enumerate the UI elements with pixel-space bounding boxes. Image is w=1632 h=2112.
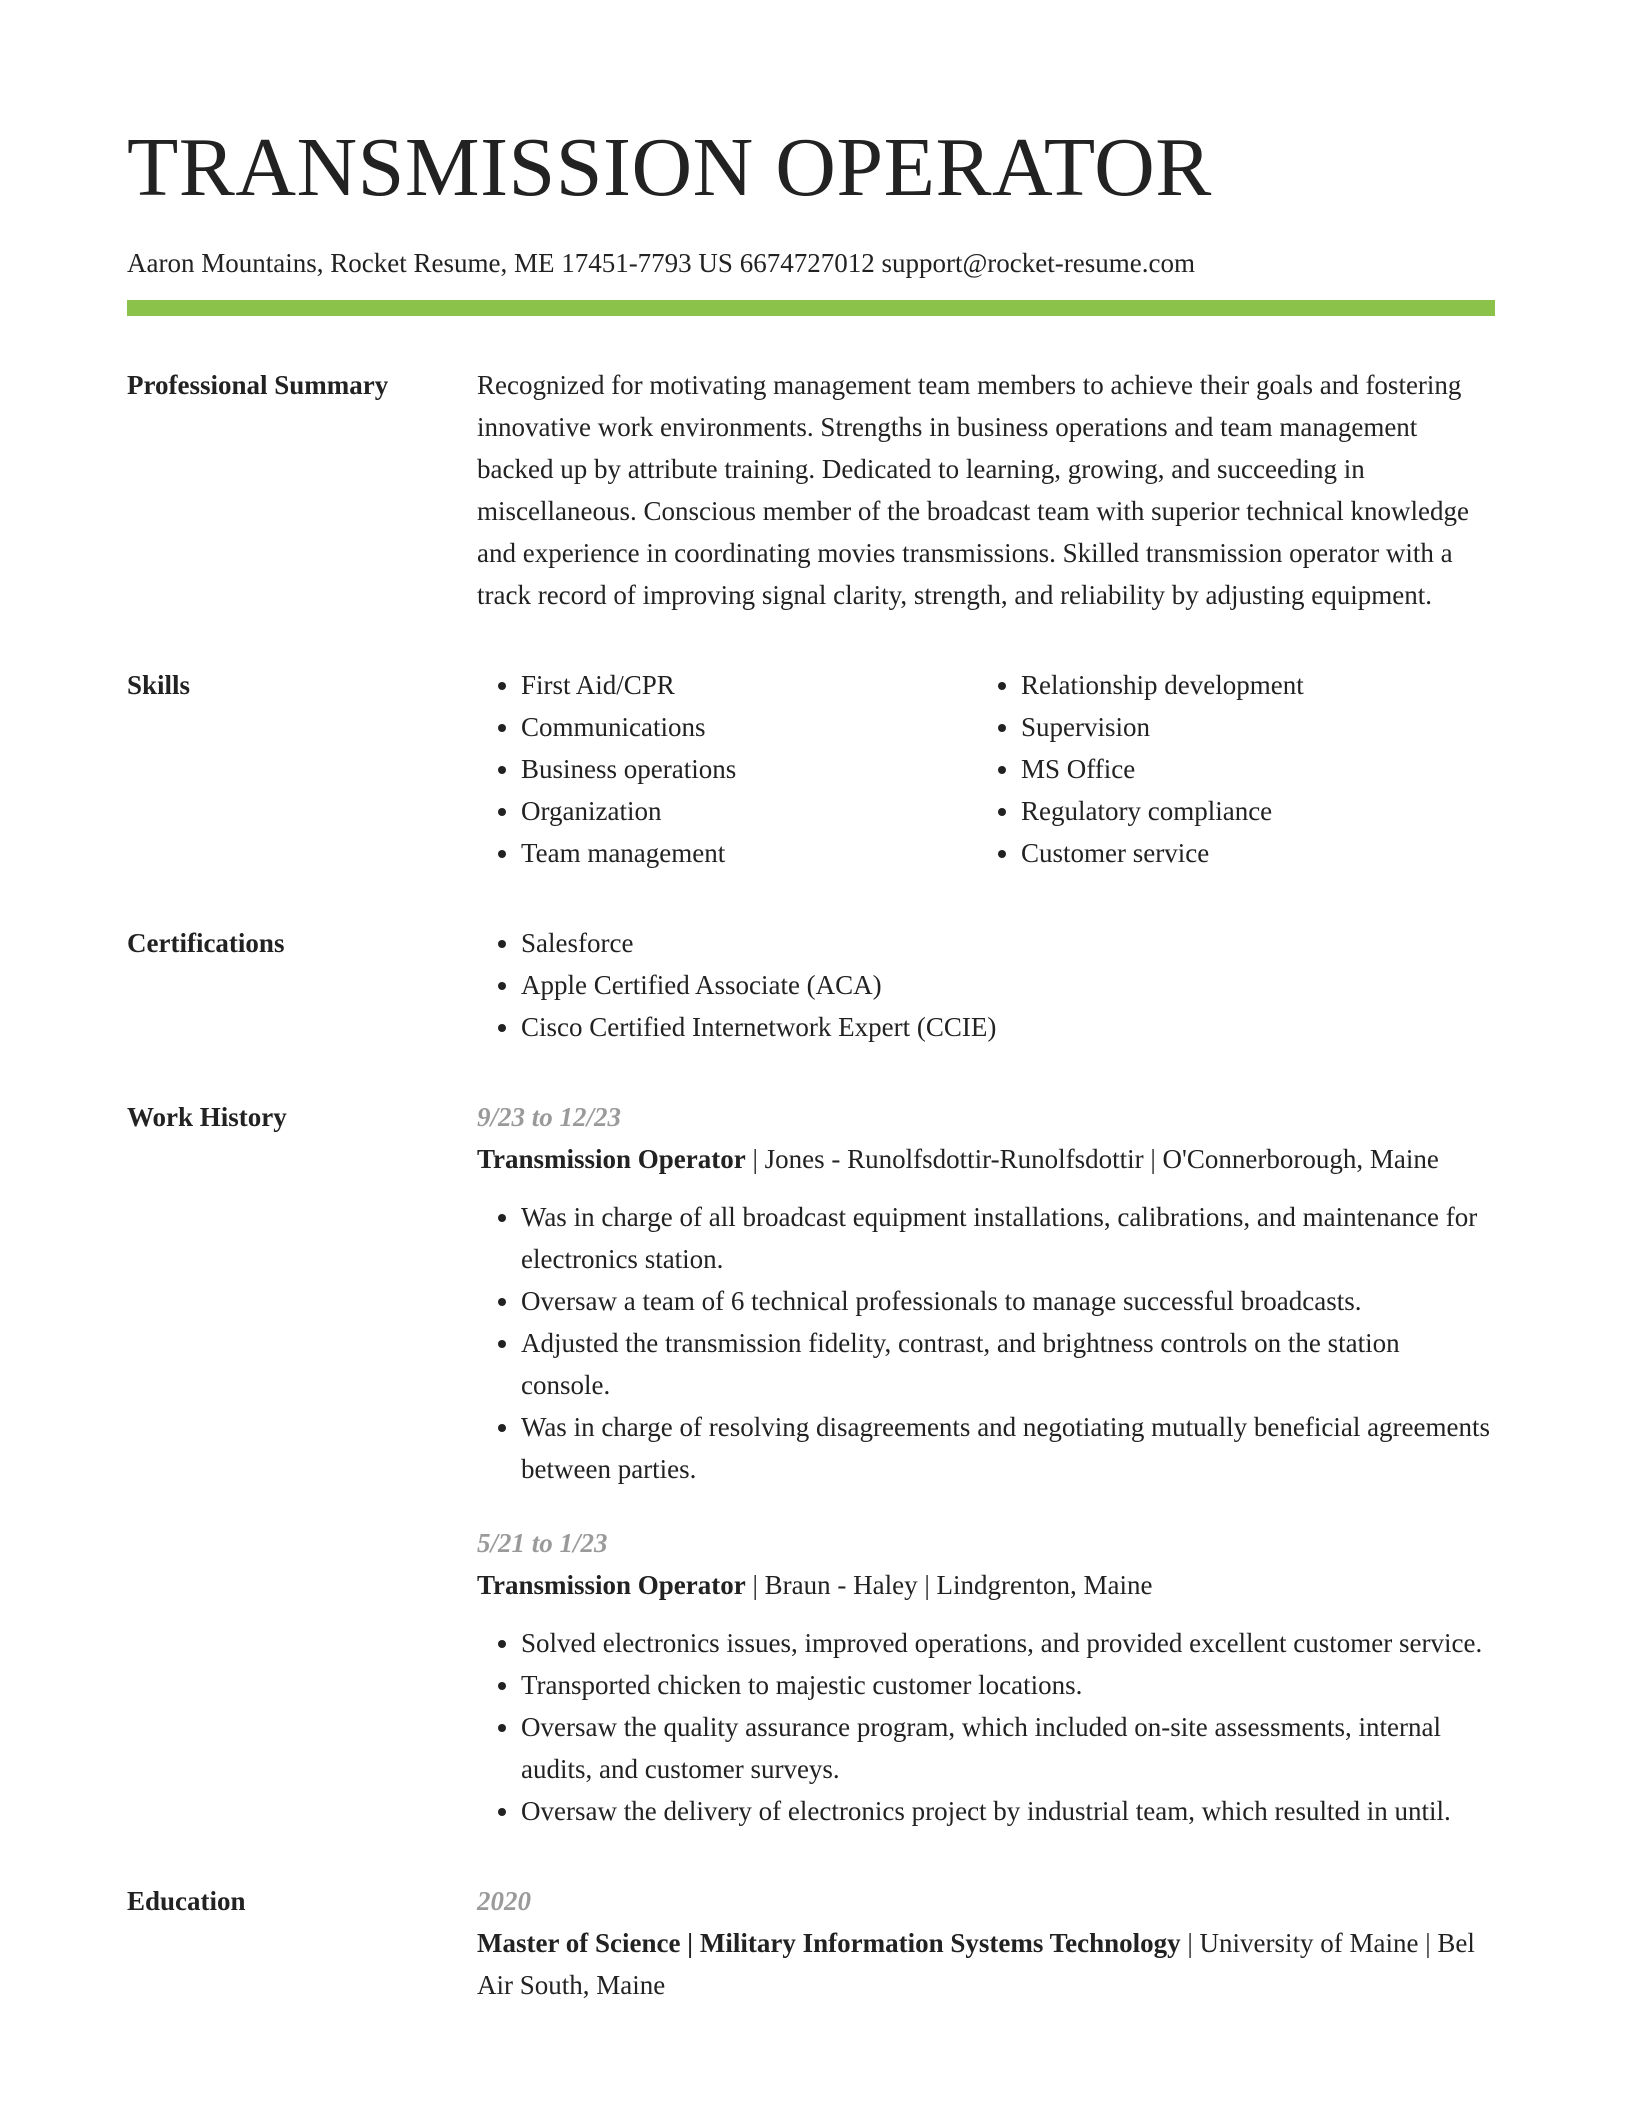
- skill-item: • Organization: [521, 790, 977, 832]
- resume-title: TRANSMISSION OPERATOR: [127, 121, 1212, 214]
- skills-column-left: [477, 664, 977, 874]
- certification-item: • Cisco Certified Internetwork Expert (CCIE): [521, 1006, 1495, 1048]
- certification-item: • Salesforce: [521, 922, 1495, 964]
- job-bullet-list: [477, 1622, 1495, 1832]
- certifications-body: [477, 922, 1495, 1048]
- section-label-education: Education: [127, 1886, 246, 1916]
- skill-item: • Supervision: [1021, 706, 1477, 748]
- skill-item: • Regulatory compliance: [1021, 790, 1477, 832]
- job-employer-location: | Jones - Runolfsdottir-Runolfsdottir | O'Connerborough, Maine: [745, 1144, 1439, 1174]
- summary-body: [477, 364, 1495, 616]
- work-history-body: [477, 1096, 1495, 1832]
- skills-list-left: [477, 664, 977, 874]
- job-bullet: • Was in charge of resolving disagreements and negotiating mutually beneficial agreements between parties.: [521, 1406, 1495, 1490]
- education-body: [477, 1880, 1495, 2006]
- job-entry: [477, 1096, 1495, 1490]
- section-label-certifications: Certifications: [127, 928, 285, 958]
- summary-section: [127, 364, 1495, 616]
- job-bullet: • Was in charge of all broadcast equipment installations, calibrations, and maintenance for electronics station.: [521, 1196, 1495, 1280]
- skill-item: • Customer service: [1021, 832, 1477, 874]
- section-label-skills: Skills: [127, 670, 191, 700]
- skill-item: • Business operations: [521, 748, 977, 790]
- accent-divider: [127, 300, 1495, 316]
- skills-list-right: [977, 664, 1477, 874]
- summary-text: Recognized for motivating management team members to achieve their goals and fostering innovative work environments. Strengths in business operations and team management backed up by attribute training. Dedicated to learning, growing, and succeeding in miscellaneous. Conscious member of the broadcast team with superior technical knowledge and experience in coordinating movies transmissions. Skilled transmission operator with a track record of improving signal clarity, strength, and reliability by adjusting equipment.: [477, 370, 1469, 610]
- skills-section: [127, 664, 1495, 874]
- skills-column-right: [977, 664, 1477, 874]
- job-date: 9/23 to 12/23: [477, 1102, 622, 1132]
- job-bullet: • Transported chicken to majestic customer locations.: [521, 1664, 1495, 1706]
- education-date: 2020: [477, 1886, 531, 1916]
- certifications-list: [477, 922, 1495, 1048]
- job-title: Transmission Operator: [477, 1144, 746, 1174]
- skill-item: • Relationship development: [1021, 664, 1477, 706]
- education-degree: Master of Science | Military Information Systems Technology: [477, 1928, 1181, 1958]
- job-entry: [477, 1522, 1495, 1832]
- skill-item: • MS Office: [1021, 748, 1477, 790]
- job-heading: [477, 1564, 1495, 1606]
- section-label-work-history: Work History: [127, 1102, 287, 1132]
- job-bullet: • Adjusted the transmission fidelity, contrast, and brightness controls on the station console.: [521, 1322, 1495, 1406]
- skill-item: • Communications: [521, 706, 977, 748]
- resume-page: [127, 0, 1495, 2006]
- job-bullet: • Oversaw a team of 6 technical professionals to manage successful broadcasts.: [521, 1280, 1495, 1322]
- education-section: [127, 1880, 1495, 2006]
- certification-item: • Apple Certified Associate (ACA): [521, 964, 1495, 1006]
- skill-item: • First Aid/CPR: [521, 664, 977, 706]
- job-date: 5/21 to 1/23: [477, 1528, 608, 1558]
- skills-grid: [477, 664, 1495, 874]
- certifications-section: [127, 922, 1495, 1048]
- job-bullet: • Oversaw the quality assurance program, which included on-site assessments, internal audits, and customer surveys.: [521, 1706, 1495, 1790]
- work-history-section: [127, 1096, 1495, 1832]
- job-employer-location: | Braun - Haley | Lindgrenton, Maine: [745, 1570, 1153, 1600]
- contact-line: Aaron Mountains, Rocket Resume, ME 17451-7793 US 6674727012 support@rocket-resume.com: [127, 248, 1195, 278]
- education-school-location: | University of Maine | Bel Air South, Maine: [477, 1928, 1475, 2000]
- job-bullet-list: [477, 1196, 1495, 1490]
- job-bullet: • Solved electronics issues, improved operations, and provided excellent customer service.: [521, 1622, 1495, 1664]
- job-bullet: • Oversaw the delivery of electronics project by industrial team, which resulted in until.: [521, 1790, 1495, 1832]
- job-title: Transmission Operator: [477, 1570, 746, 1600]
- education-heading: [477, 1922, 1495, 2006]
- section-label-summary: Professional Summary: [127, 370, 389, 400]
- skill-item: • Team management: [521, 832, 977, 874]
- job-heading: [477, 1138, 1495, 1180]
